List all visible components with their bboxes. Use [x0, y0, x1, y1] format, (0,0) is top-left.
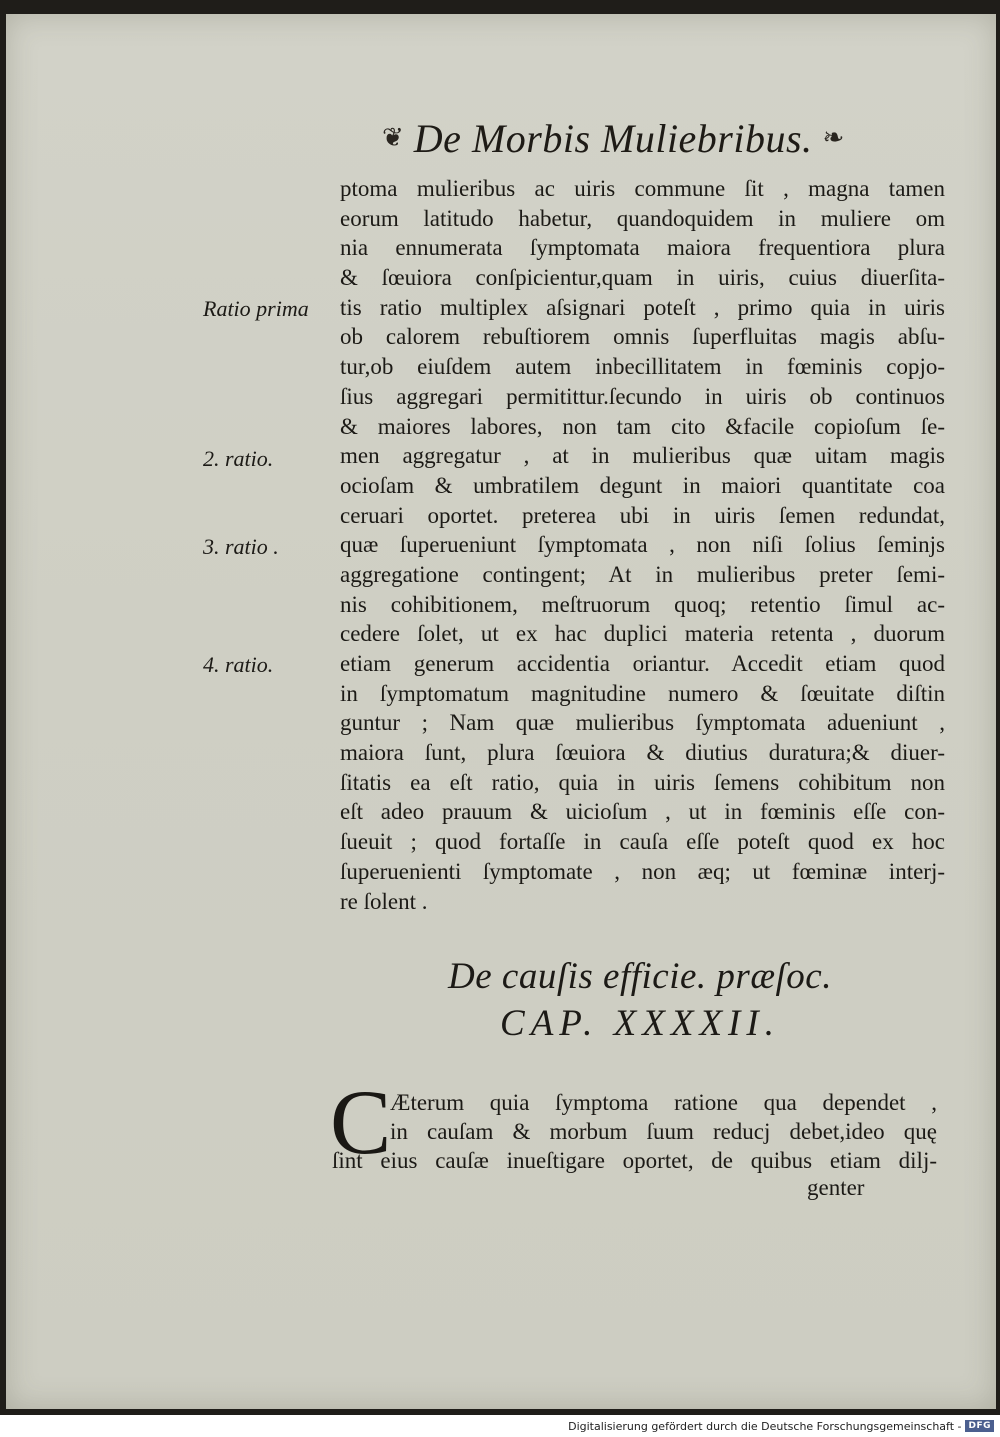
body-text	[340, 174, 945, 916]
marginal-note: 3. ratio .	[203, 534, 279, 559]
text-line: nia ennumerata ſymptomata maiora frequentiora plura	[340, 235, 945, 261]
text-line: Æterum quia ſymptoma ratione qua dependet ,	[390, 1090, 937, 1115]
text-line: ſius aggregari permitittur.ſecundo in uiris ob continuos	[340, 383, 945, 409]
text-line: ptoma mulieribus ac uiris commune ſit , magna tamen	[340, 176, 945, 201]
chapter-title: De cauſis efficie. præſoc.	[448, 956, 832, 997]
running-head-title: De Morbis Muliebribus.	[413, 115, 813, 161]
catchword: genter	[807, 1175, 865, 1200]
text-line: aggregatione contingent; At in mulieribus preter ſemi-	[340, 561, 945, 587]
marginal-note: Ratio prima	[203, 296, 309, 321]
text-line: maiora ſunt, plura ſœuiora & diutius duratura;& diuer-	[340, 740, 945, 766]
text-line: men aggregatur , at in mulieribus quæ uitam magis	[340, 443, 945, 469]
text-line: tur,ob eiuſdem autem inbecillitatem in fœminis copjo-	[340, 354, 945, 380]
text-line: etiam generum accidentia oriantur. Accedit etiam quod	[340, 651, 945, 676]
fleuron-right-icon: ❧	[822, 123, 845, 153]
text-line: ſint eius cauſæ inueſtigare oportet, de quibus etiam dilj-	[332, 1148, 937, 1173]
footer-credit: Digitalisierung gefördert durch die Deutsche Forschungsgemeinschaft -	[568, 1419, 962, 1433]
text-line: nis cohibitionem, meſtruorum quoq; retentio ſimul ac-	[340, 591, 945, 617]
drop-cap: C	[330, 1071, 392, 1173]
marginal-note: 2. ratio.	[203, 446, 274, 471]
footer-bar	[0, 1415, 1000, 1437]
text-line: & ſœuiora conſpicientur,quam in uiris, cuius diuerſita-	[340, 265, 945, 291]
text-line: ſueuit ; quod fortaſſe in cauſa eſſe poteſt quod ex hoc	[340, 829, 945, 855]
text-line: re ſolent .	[340, 888, 428, 914]
text-line: ocioſam & umbratilem degunt in maiori quantitate coa	[340, 472, 945, 498]
text-line: quæ ſuperueniunt ſymptomata , non niſi ſolius ſeminjs	[340, 532, 945, 558]
fleuron-left-icon: ❦	[382, 123, 404, 153]
chapter-paragraph	[332, 1088, 937, 1175]
marginal-note: 4. ratio.	[203, 652, 274, 677]
running-head	[382, 113, 902, 163]
text-line: cedere ſolet, ut ex hac duplici materia retenta , duorum	[340, 621, 945, 647]
text-line: in cauſam & morbum ſuum reducj debet,ideo quę	[390, 1119, 937, 1144]
text-line: ceruari oportet. preterea ubi in uiris ſemen redundat,	[340, 502, 945, 528]
dfg-logo: DFG	[965, 1420, 994, 1432]
chapter-number: CAP. XXXXII.	[500, 1003, 780, 1044]
text-line: tis ratio multiplex aſsignari poteſt , primo quia in uiris	[340, 294, 945, 320]
text-line: guntur ; Nam quæ mulieribus ſymptomata adueniunt ,	[340, 710, 945, 736]
text-line: eſt adeo prauum & uicioſum , ut in fœminis eſſe con-	[340, 799, 945, 825]
text-line: eorum latitudo habetur, quandoquidem in muliere om	[340, 205, 945, 231]
text-line: ſitatis ea eſt ratio, quia in uiris ſemens cohibitum non	[340, 769, 945, 795]
text-line: ob calorem rebuſtiorem omnis ſuperfluitas magis abſu-	[340, 324, 945, 350]
text-line: & maiores labores, non tam cito &facile copioſum ſe-	[340, 413, 945, 439]
text-line: ſuperuenienti ſymptomate , non æq; ut fœminæ interj-	[340, 858, 945, 884]
text-line: in ſymptomatum magnitudine numero & ſœuitate diſtin	[340, 680, 945, 706]
